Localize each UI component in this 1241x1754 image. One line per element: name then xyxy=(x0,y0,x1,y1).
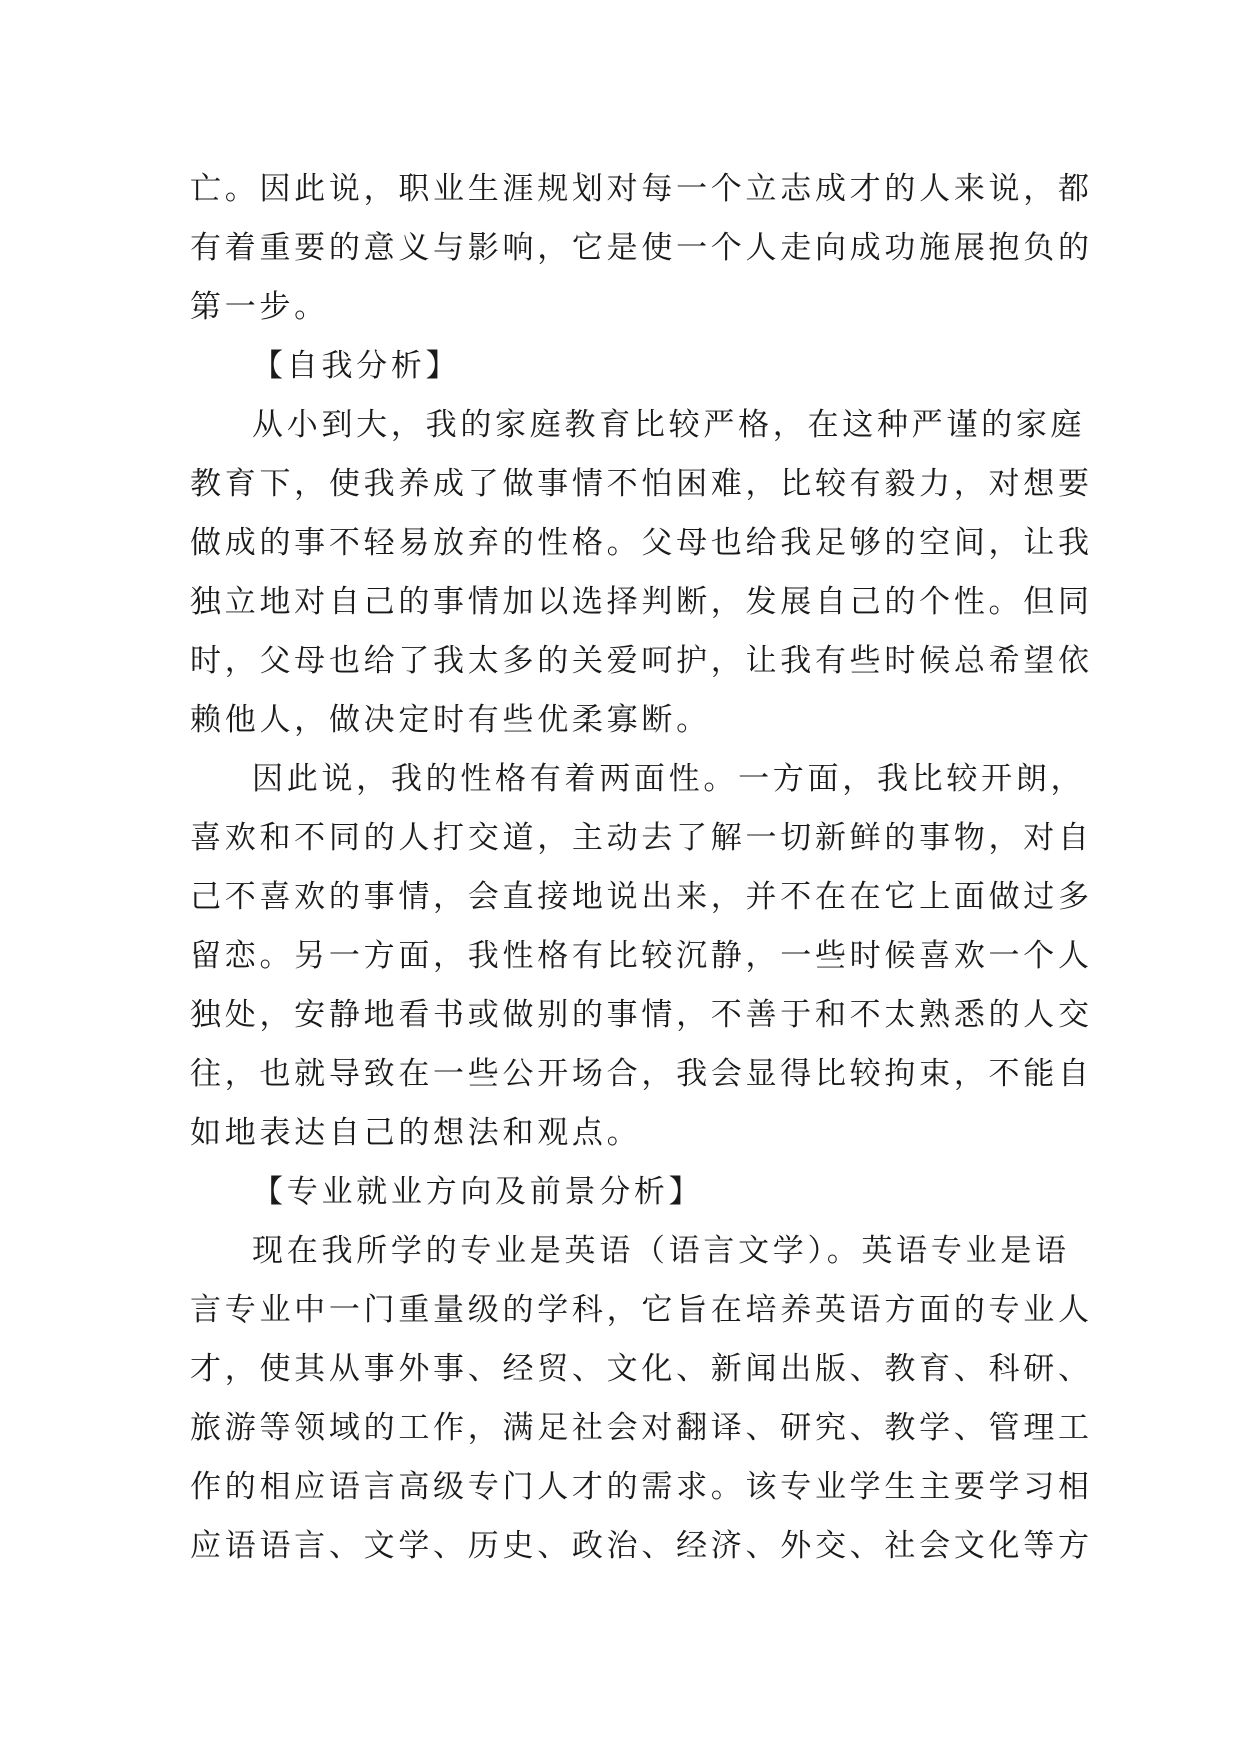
text-line: 留恋。另一方面，我性格有比较沉静，一些时候喜欢一个人 xyxy=(190,938,1093,974)
text-line: 现在我所学的专业是英语（语言文学）。英语专业是语 xyxy=(252,1233,1070,1269)
text-line: 【自我分析】 xyxy=(252,348,461,384)
text-line: 从小到大，我的家庭教育比较严格，在这种严谨的家庭 xyxy=(252,407,1086,443)
text-line: 才，使其从事外事、经贸、文化、新闻出版、教育、科研、 xyxy=(190,1351,1093,1387)
text-line: 第一步。 xyxy=(190,289,329,325)
text-line: 因此说，我的性格有着两面性。一方面，我比较开朗， xyxy=(252,761,1086,797)
text-line: 做成的事不轻易放弃的性格。父母也给我足够的空间，让我 xyxy=(190,525,1093,561)
text-line: 喜欢和不同的人打交道，主动去了解一切新鲜的事物，对自 xyxy=(190,820,1093,856)
text-line: 独处，安静地看书或做别的事情，不善于和不太熟悉的人交 xyxy=(190,997,1093,1033)
text-line: 亡。因此说，职业生涯规划对每一个立志成才的人来说，都 xyxy=(190,171,1093,207)
text-line: 己不喜欢的事情，会直接地说出来，并不在在它上面做过多 xyxy=(190,879,1093,915)
text-line: 旅游等领域的工作，满足社会对翻译、研究、教学、管理工 xyxy=(190,1410,1093,1446)
text-line: 独立地对自己的事情加以选择判断，发展自己的个性。但同 xyxy=(190,584,1093,620)
text-line: 往，也就导致在一些公开场合，我会显得比较拘束，不能自 xyxy=(190,1056,1093,1092)
text-line: 教育下，使我养成了做事情不怕困难，比较有毅力，对想要 xyxy=(190,466,1093,502)
text-line: 有着重要的意义与影响，它是使一个人走向成功施展抱负的 xyxy=(190,230,1093,266)
text-line: 应语语言、文学、历史、政治、经济、外交、社会文化等方 xyxy=(190,1528,1093,1564)
text-line: 作的相应语言高级专门人才的需求。该专业学生主要学习相 xyxy=(190,1469,1093,1505)
text-line: 赖他人，做决定时有些优柔寡断。 xyxy=(190,702,711,738)
document-body xyxy=(190,160,1093,1576)
text-line: 【专业就业方向及前景分析】 xyxy=(252,1174,704,1210)
text-line: 如地表达自己的想法和观点。 xyxy=(190,1115,642,1151)
text-line: 时，父母也给了我太多的关爱呵护，让我有些时候总希望依 xyxy=(190,643,1093,679)
text-line: 言专业中一门重量级的学科，它旨在培养英语方面的专业人 xyxy=(190,1292,1093,1328)
